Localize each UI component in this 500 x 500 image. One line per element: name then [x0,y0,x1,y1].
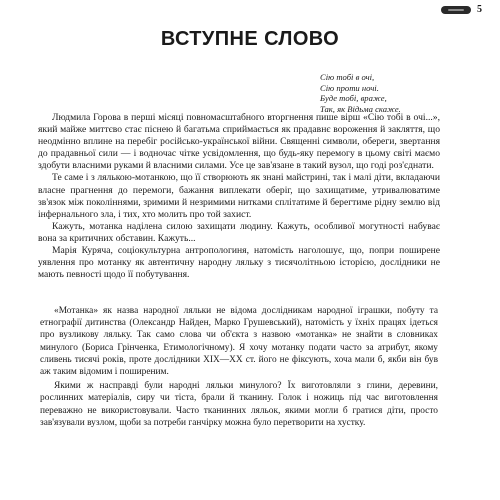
epigraph [320,72,450,114]
epigraph-line: Сію тобі в очі, [320,72,375,82]
body-text [38,112,440,281]
quote-paragraph: Якими ж насправді були народні ляльки минулого? Їх виготовляли з глини, деревини, рослинних матеріалів, сиру чи тіста, брали й тканину. Голок і ножиць під час виготовлення переважно не використовували. Часто тканинних ляльок, якими могли б гратися діти, просто зав'язували вузлом, щоби за потреби ганчірку можна було перетворити на хустку. [40,381,438,428]
ornament-icon [441,6,471,14]
page-header [441,4,482,16]
quote-paragraph: «Мотанка» як назва народної ляльки не відома дослідникам народної іграшки, побуту та етнографії дитинства (Олександр Найден, Марко Грушевський), натомість у їхніх працях ідеться про вузликову ляльку. Так само слова чи об'єкта з назвою «мотанка» не знайти в словниках минулого (Бориса Грінченка, Етимологічному). Я хочу мотанку подати часто за атрибут, якому сливень тисячі років, проте дослідники XIX—XX ст. його не фіксують, хоча мали б, якби він був аж таким відомим і поширеним. [40,306,438,378]
quote-block [40,305,438,429]
paragraph: Те саме і з лялькою-мотанкою, що її створюють як знані майстрині, так і малі діти, вкладаючи власне прагнення до перемоги, бажання виплекати оберіг, що захищатиме, утривалюватиме зв'язок між поколіннями, зримими й незримими нитками сплітатиме й берегтиме рідну землю від інфернального зла, і тих, хто молить про той захист. [38,172,440,220]
paragraph: Людмила Горова в перші місяці повномасштабного вторгнення пише вірш «Сію тобі в очі...», який майже миттєво стає піснею й багатьма сприймається як прадавнє вороження й закляття, що неодмінно вплине на перебіг російсько-української війни. Священні символи, обереги, звертання до прадавньої сили — і водночас чітке усвідомлення, що будь-яку перемогу в цьому світі маємо здобути власними руками й власними силами. Усе це зав'язане в такий вузол, що годі роз'єднати. [38,112,440,172]
paragraph: Марія Куряча, соціокультурна антропологиня, натомість наголошує, що, попри поширене уявлення про мотанку як автентичну народну ляльку з тисячолітньою історією, дослідники не мають певності щодо її побутування. [38,245,440,281]
paragraph: Кажуть, мотанка наділена силою захищати людину. Кажуть, особливої могутності набуває вона за критичних обставин. Кажуть... [38,220,440,244]
page-title: ВСТУПНЕ СЛОВО [160,28,340,50]
epigraph-line: Так, як Відьма скаже. [320,103,401,114]
epigraph-line: Сію проти ночі. [320,82,379,93]
page-number: 5 [477,4,482,15]
epigraph-line: Буде тобі, враже, [320,93,387,104]
